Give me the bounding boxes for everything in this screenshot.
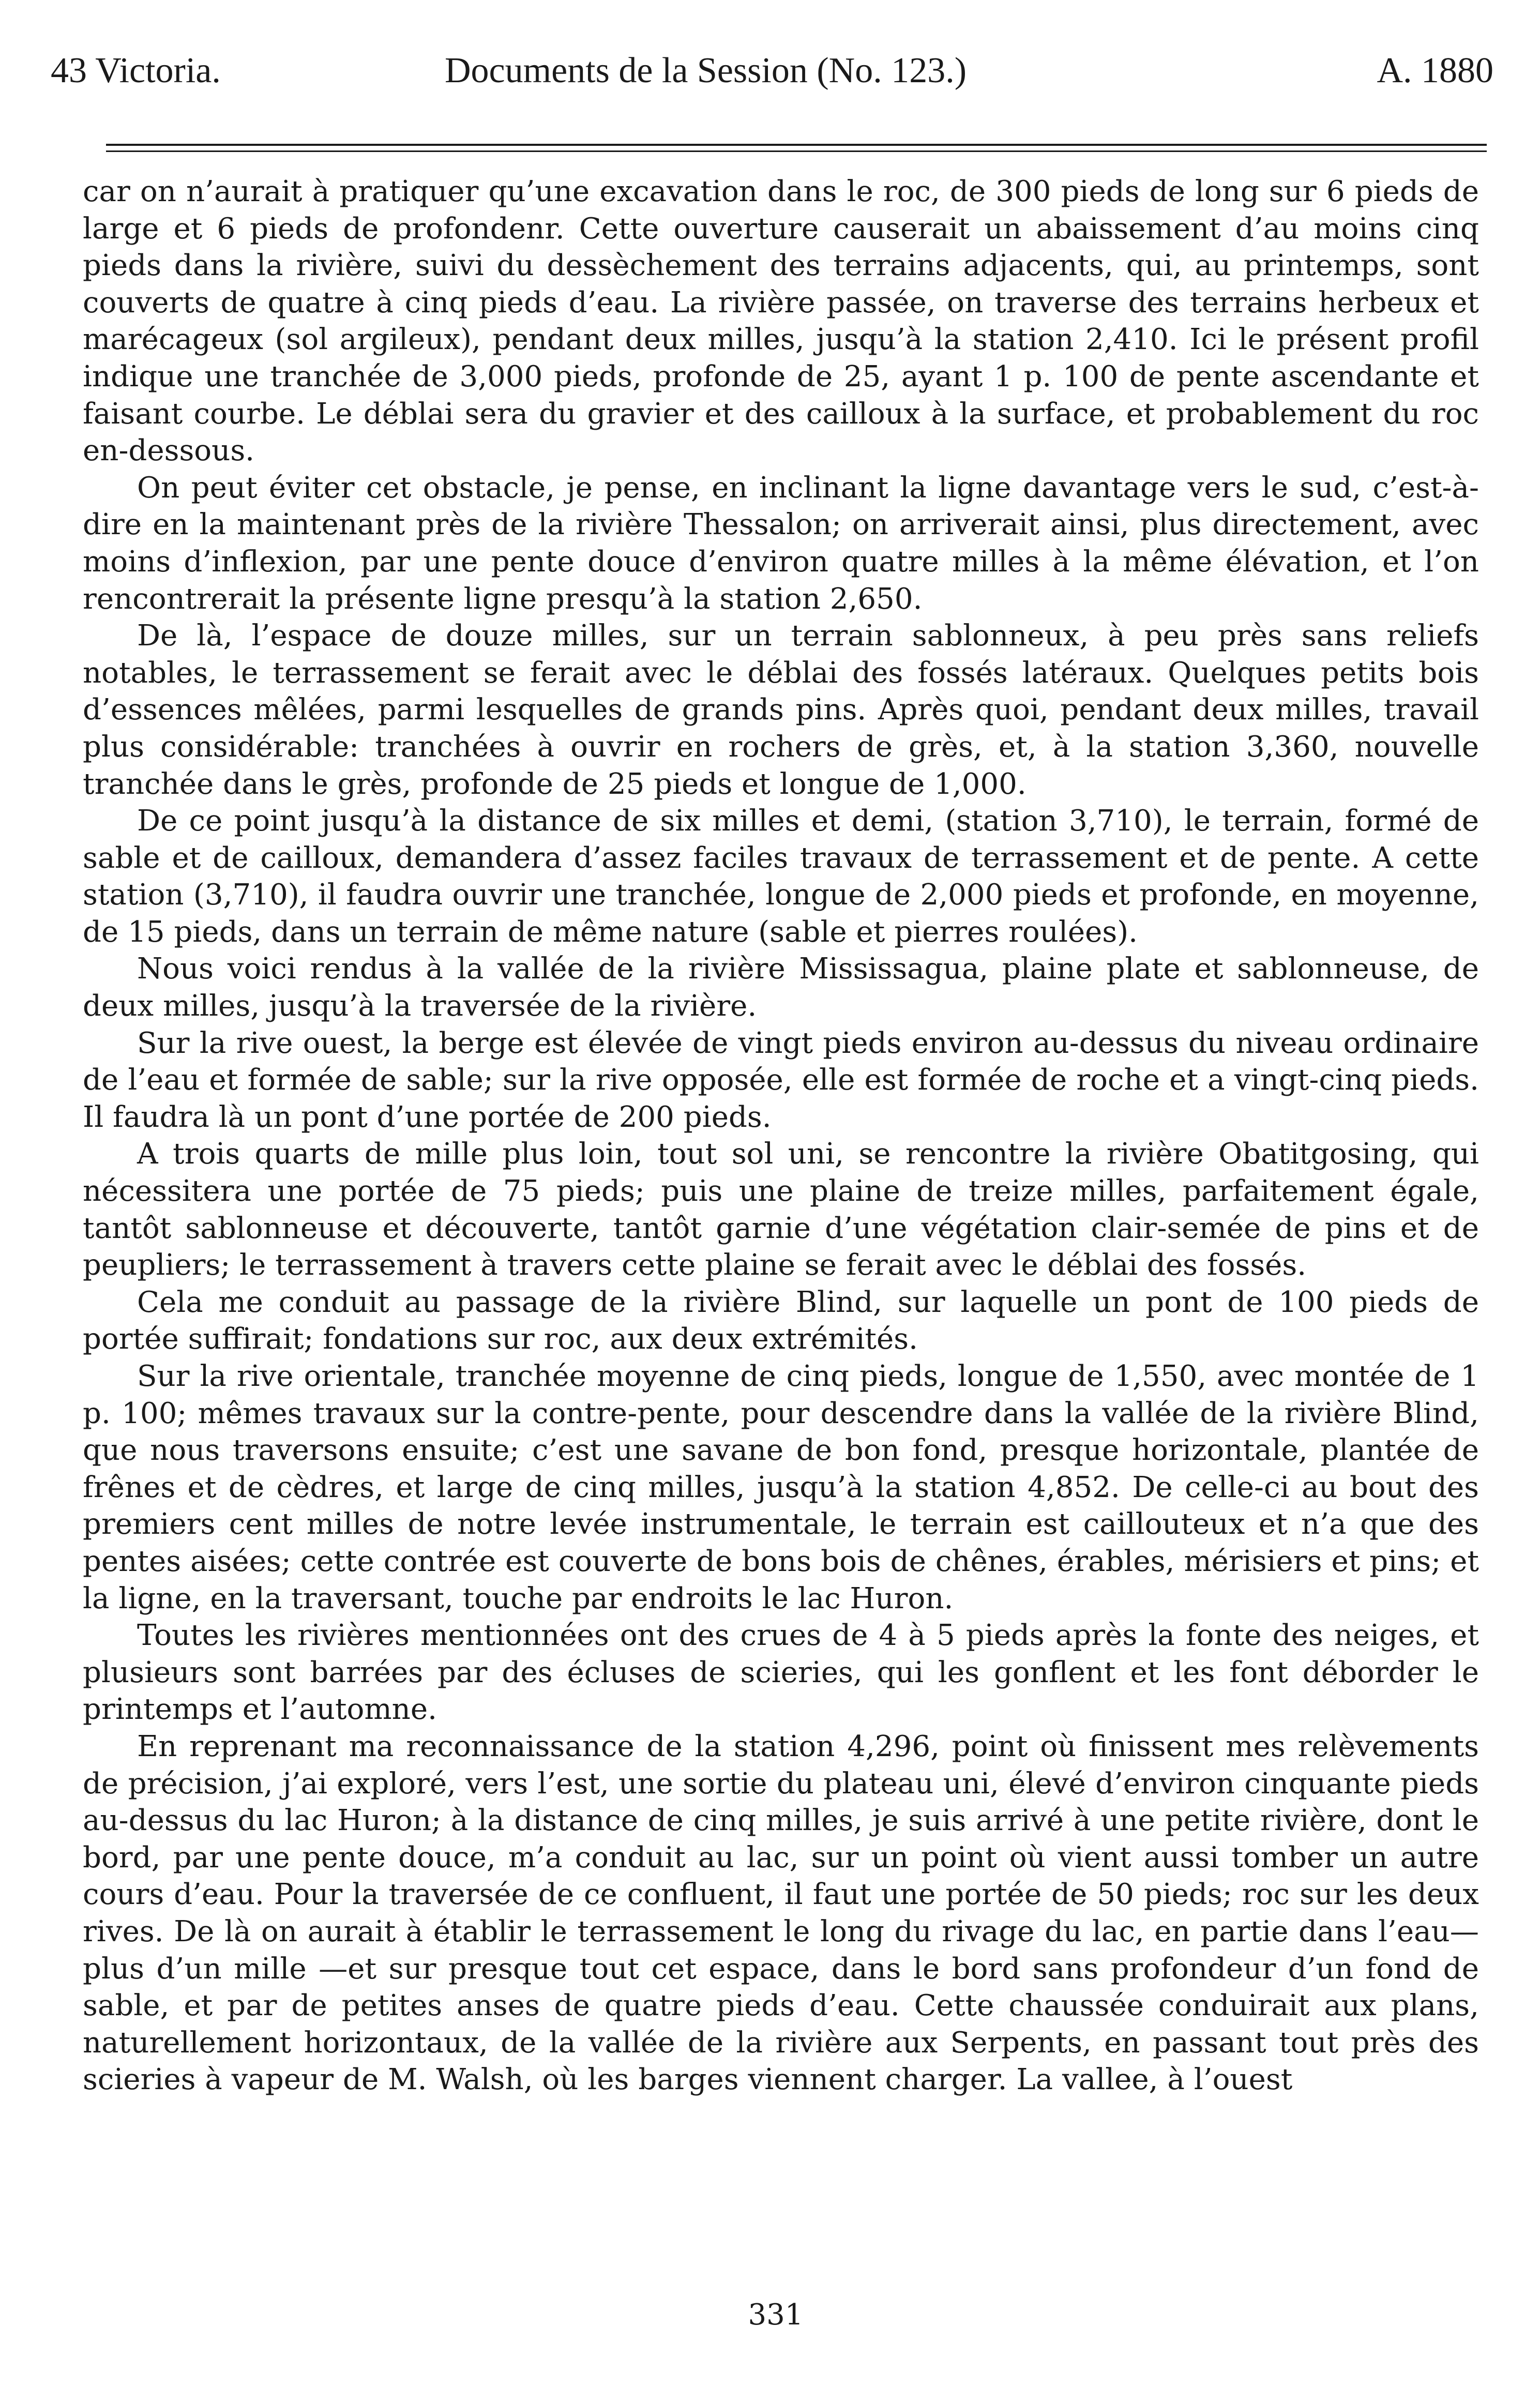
page-number: 331 [748,2298,804,2332]
paragraph: car on n’aurait à pratiquer qu’une excavation dans le roc, de 300 pieds de long sur 6 pieds de large et 6 pieds de profondenr. Cette ouverture causerait un abaissement d’au moins cinq pieds dans la rivière, suivi du dessèchement des terrains adjacents, qui, au printemps, sont couverts de quatre à cinq pieds d’eau. La rivière passée, on traverse des terrains herbeux et marécageux (sol argileux), pendant deux milles, jusqu’à la station 2,410. Ici le présent profil indique une tranchée de 3,000 pieds, profonde de 25, ayant 1 p. 100 de pente ascendante et faisant courbe. Le déblai sera du gravier et des cailloux à la surface, et probablement du roc en-dessous. [83,175,1479,468]
paragraph: Sur la rive orientale, tranchée moyenne de cinq pieds, longue de 1,550, avec montée de 1 p. 100; mêmes travaux sur la contre-pente, pour descendre dans la vallée de la rivière Blind, que nous traversons ensuite; c’est une savane de bon fond, presque horizontale, plantée de frênes et de cèdres, et large de cinq milles, jusqu’à la station 4,852. De celle-ci au bout des premiers cent milles de notre levée instrumentale, le terrain est caillouteux et n’a que des pentes aisées; cette contrée est couverte de bons bois de chênes, érables, mérisiers et pins; et la ligne, en la traversant, touche par endroits le lac Huron. [83,1359,1479,1615]
paragraph: De là, l’espace de douze milles, sur un terrain sablonneux, à peu près sans reliefs notables, le terrassement se ferait avec le déblai des fossés latéraux. Quelques petits bois d’essences mêlées, parmi lesquelles de grands pins. Après quoi, pendant deux milles, travail plus considérable: tranchées à ouvrir en rochers de grès, et, à la station 3,360, nouvelle tranchée dans le grès, profonde de 25 pieds et longue de 1,000. [83,619,1479,801]
header-rule-top [106,144,1487,146]
paragraph: Toutes les rivières mentionnées ont des crues de 4 à 5 pieds après la fonte des neiges, et plusieurs sont barrées par des écluses de scieries, qui les gonflent et les font déborder le printemps et l’automne. [83,1619,1479,1727]
paragraph: Nous voici rendus à la vallée de la rivière Mississagua, plaine plate et sablonneuse, de deux milles, jusqu’à la traversée de la rivière. [83,952,1479,1023]
header-year: A. 1880 [1377,51,1493,90]
paragraph: On peut éviter cet obstacle, je pense, en inclinant la ligne davantage vers le sud, c’est-à-dire en la maintenant près de la rivière Thessalon; on arriverait ainsi, plus directement, avec moins d’inflexion, par une pente douce d’environ quatre milles à la même élévation, et l’on rencontrerait la présente ligne presqu’à la station 2,650. [83,471,1479,616]
header-volume: 43 Victoria. [51,51,221,90]
paragraph: De ce point jusqu’à la distance de six milles et demi, (station 3,710), le terrain, formé de sable et de cailloux, demandera d’assez faciles travaux de terrassement et de pente. A cette station (3,710), il faudra ouvrir une tranchée, longue de 2,000 pieds et profonde, en moyenne, de 15 pieds, dans un terrain de même nature (sable et pierres roulées). [83,804,1479,949]
header-rule-bottom [106,150,1487,152]
paragraph: Cela me conduit au passage de la rivière Blind, sur laquelle un pont de 100 pieds de portée suffirait; fondations sur roc, aux deux extrémités. [83,1285,1479,1356]
paragraph: Sur la rive ouest, la berge est élevée de vingt pieds environ au-dessus du niveau ordinaire de l’eau et formée de sable; sur la rive opposée, elle est formée de roche et a vingt-cinq pieds. Il faudra là un pont d’une portée de 200 pieds. [83,1026,1479,1134]
body-text [83,173,1479,2098]
header-title: Documents de la Session (No. 123.) [445,51,967,90]
paragraph: A trois quarts de mille plus loin, tout sol uni, se rencontre la rivière Obatitgosing, qui nécessitera une portée de 75 pieds; puis une plaine de treize milles, parfaitement égale, tantôt sablonneuse et découverte, tantôt garnie d’une végétation clair-semée de pins et de peupliers; le terrassement à travers cette plaine se ferait avec le déblai des fossés. [83,1137,1479,1282]
paragraph: En reprenant ma reconnaissance de la station 4,296, point où finissent mes relèvements de précision, j’ai exploré, vers l’est, une sortie du plateau uni, élevé d’environ cinquante pieds au-dessus du lac Huron; à la distance de cinq milles, je suis arrivé à une petite rivière, dont le bord, par une pente douce, m’a conduit au lac, sur un point où vient aussi tomber un autre cours d’eau. Pour la traversée de ce confluent, il faut une portée de 50 pieds; roc sur les deux rives. De là on aurait à établir le terrassement le long du rivage du lac, en partie dans l’eau—plus d’un mille —et sur presque tout cet espace, dans le bord sans profondeur d’un fond de sable, et par de petites anses de quatre pieds d’eau. Cette chaussée conduirait aux plans, naturellement horizontaux, de la vallée de la rivière aux Serpents, en passant tout près des scieries à vapeur de M. Walsh, où les barges viennent charger. La vallee, à l’ouest [83,1729,1479,2097]
running-header [51,48,1493,94]
